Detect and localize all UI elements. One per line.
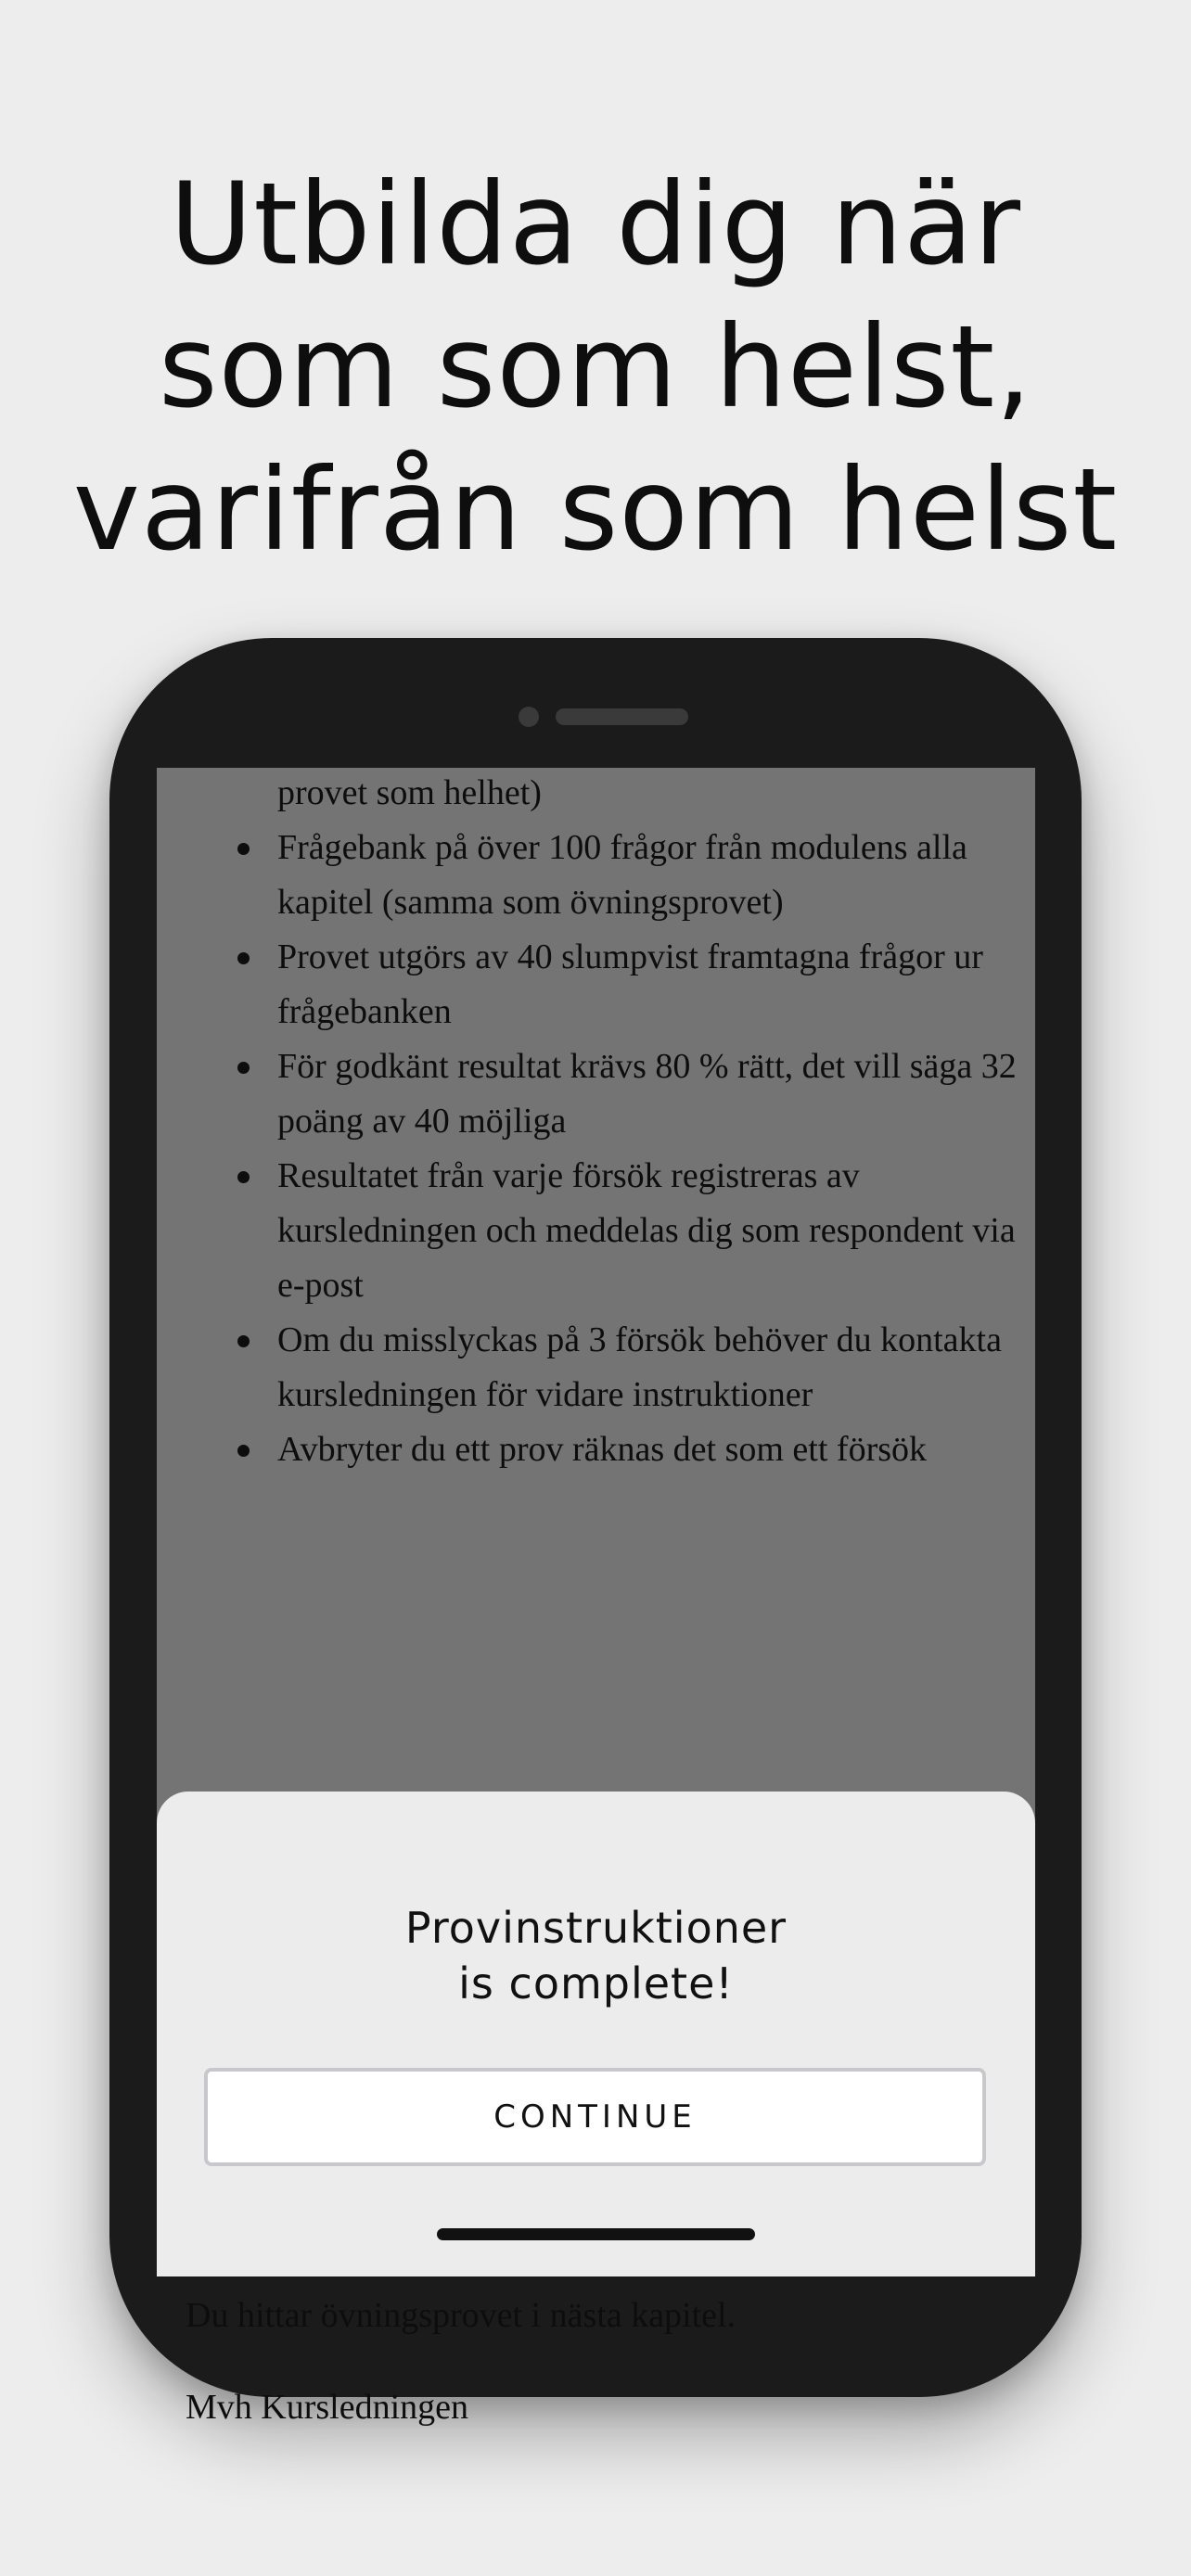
completion-lesson-name: Provinstruktioner <box>404 1903 788 1953</box>
lesson-bullet-list <box>157 821 1019 1477</box>
marketing-headline <box>0 153 1191 581</box>
lesson-signature: Mvh Kursledningen <box>186 2388 469 2427</box>
lesson-paragraph-next-chapter: Du hittar övningsprovet i nästa kapitel. <box>186 2296 736 2335</box>
home-indicator[interactable] <box>437 2228 755 2240</box>
list-item: Frågebank på över 100 frågor från modulens alla kapitel (samma som övningsprovet) <box>277 821 1019 930</box>
completion-status-text: is complete! <box>458 1958 734 2009</box>
app-screen <box>157 768 1035 2427</box>
list-item: Om du misslyckas på 3 försök behöver du kontakta kursledningen för vidare instruktioner <box>277 1313 1019 1422</box>
headline-line-2: som som helst, <box>158 301 1033 433</box>
list-item: För godkänt resultat krävs 80 % rätt, det vill säga 32 poäng av 40 möjliga <box>277 1039 1019 1149</box>
list-item: Avbryter du ett prov räknas det som ett försök <box>277 1422 1019 1477</box>
list-item: Provet utgörs av 40 slumpvist framtagna frågor ur frågebanken <box>277 930 1019 1039</box>
completion-title <box>157 1900 1035 2011</box>
lesson-continuation-text: provet som helhet) <box>277 773 542 812</box>
completion-sheet <box>157 1792 1035 2276</box>
headline-line-1: Utbilda dig när <box>169 159 1022 290</box>
headline-line-3: varifrån som helst <box>72 444 1119 576</box>
continue-button[interactable]: CONTINUE <box>204 2068 986 2166</box>
phone-mockup <box>109 638 1082 2427</box>
earpiece-speaker <box>556 708 688 725</box>
front-camera <box>519 707 539 727</box>
list-item: Resultatet från varje försök registreras av kursledningen och meddelas dig som respondent via e-post <box>277 1149 1019 1313</box>
